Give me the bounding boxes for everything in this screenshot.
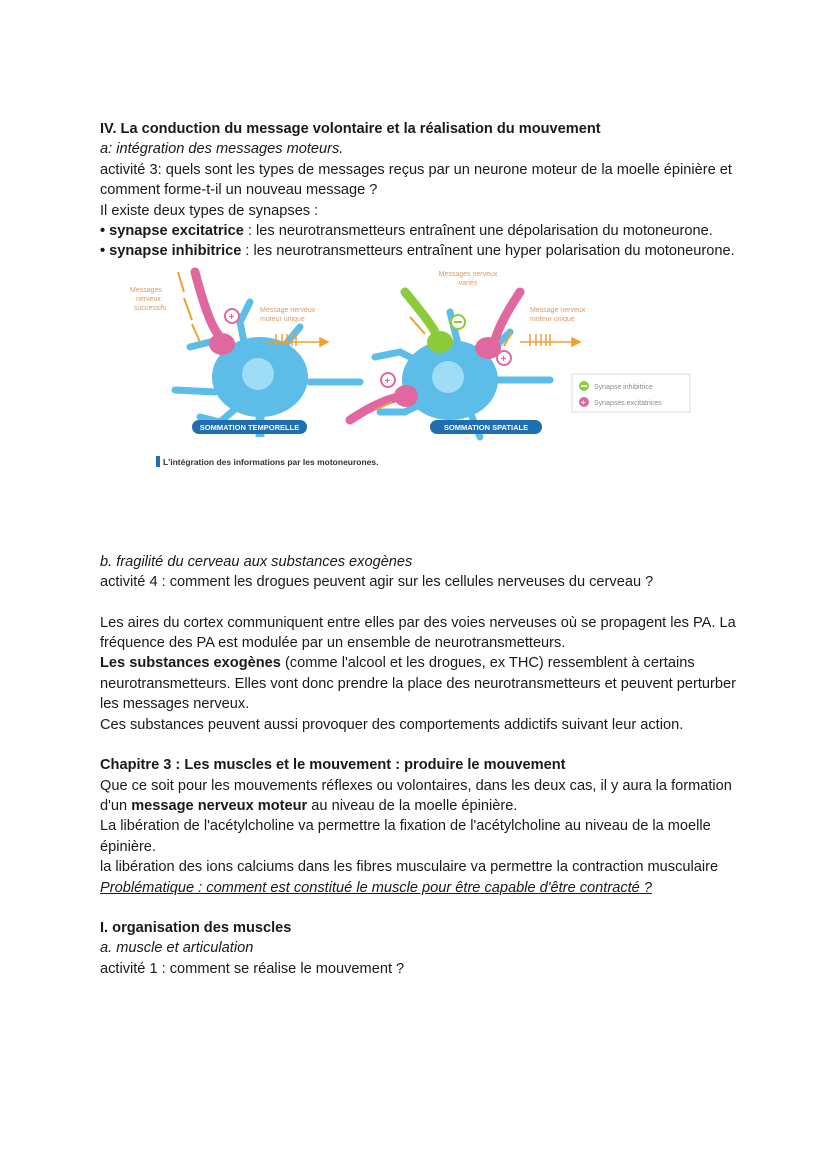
excitatory-synapse-right [475,292,520,365]
term: • synapse excitatrice [100,223,244,240]
section-title: I. organisation des muscles [100,919,292,936]
motoneuron-right [375,312,550,437]
paragraph: Il existe deux types de synapses : [100,202,319,219]
activity-question: activité 4 : comment les drogues peuvent agir sur les cellules nerveuses du cerveau ? [100,574,654,591]
paragraph: Ces substances peuvent aussi provoquer des comportements addictifs suivant leur action. [100,716,684,733]
problematic: Problématique : comment est constitué le muscle pour être capable d'être contracté ? [100,879,652,896]
label-input-left: Messages nerveux successifs [130,286,167,312]
legend-excitatory: Synapses excitatrices [594,399,662,407]
activity-question: activité 1 : comment se réalise le mouvement ? [100,960,405,977]
label-output-right: Message nerveux moteur unique [530,306,586,323]
subsection-title: a: intégration des messages moteurs. [100,141,344,158]
paragraph: La libération de l'acétylcholine va permettre la fixation de l'acétylcholine au niveau de la moelle épinière. [100,818,711,855]
svg-text:+: + [581,397,586,407]
badge-left: SOMMATION TEMPORELLE [199,422,300,432]
paragraph: la libération des ions calciums dans les fibres musculaire va permettre la contraction musculaire [100,859,719,876]
figure-illustration [100,262,740,552]
paragraph: Les substances exogènes (comme l'alcool et les drogues, ex THC) ressemblent à certains neurotransmetteurs. Elles vont donc prendre la place des neurotransmetteurs et peuvent perturber les messages nerveux. [100,655,736,713]
legend [572,374,690,412]
definition: : les neurotransmetteurs entraînent une dépolarisation du motoneurone. [243,223,713,240]
action-potentials-right [520,334,580,346]
term: • synapse inhibitrice [100,243,242,260]
activity-question: activité 3: quels sont les types de messages reçus par un neurone moteur de la moelle épinière et comment forme-t-il un nouveau message ? [100,161,732,199]
paragraph: Les aires du cortex communiquent entre elles par des voies nerveuses où se propagent les PA. La fréquence des PA est modulée par un ensemble de neurotransmetteurs. [100,614,736,652]
neuron-integration-figure [100,262,740,552]
label-output-left: Message nerveux moteur unique [260,306,316,323]
definition: : les neurotransmetteurs entraînent une hyper polarisation du motoneurone. [241,243,735,260]
label-input-right: Messages nerveux variés [438,270,498,287]
chapter-title: Chapitre 3 : Les muscles et le mouvement : produire le mouvement [100,757,566,774]
caption-marker [156,456,160,467]
svg-text:+: + [384,375,391,387]
svg-text:+: + [500,353,507,365]
legend-inhibitory: Synapse inhibitrice [594,383,653,391]
section-title: IV. La conduction du message volontaire et la réalisation du mouvement [100,121,601,137]
subsection-title: a. muscle et articulation [100,940,254,957]
svg-text:+: + [228,311,235,323]
figure-caption: L'intégration des informations par les motoneurones. [163,456,379,467]
subsection-title: b. fragilité du cerveau aux substances exogènes [100,553,413,570]
bullet-excitatory [100,221,740,241]
bullet-inhibitory [100,241,740,261]
badge-right: SOMMATION SPATIALE [443,422,529,432]
term: message nerveux moteur [131,797,308,814]
document-page [100,119,740,979]
paragraph: Que ce soit pour les mouvements réflexes ou volontaires, dans les deux cas, il y aura la formation d'un message nerveux moteur au niveau de la moelle épinière. [100,777,732,814]
term: Les substances exogènes [100,655,281,672]
